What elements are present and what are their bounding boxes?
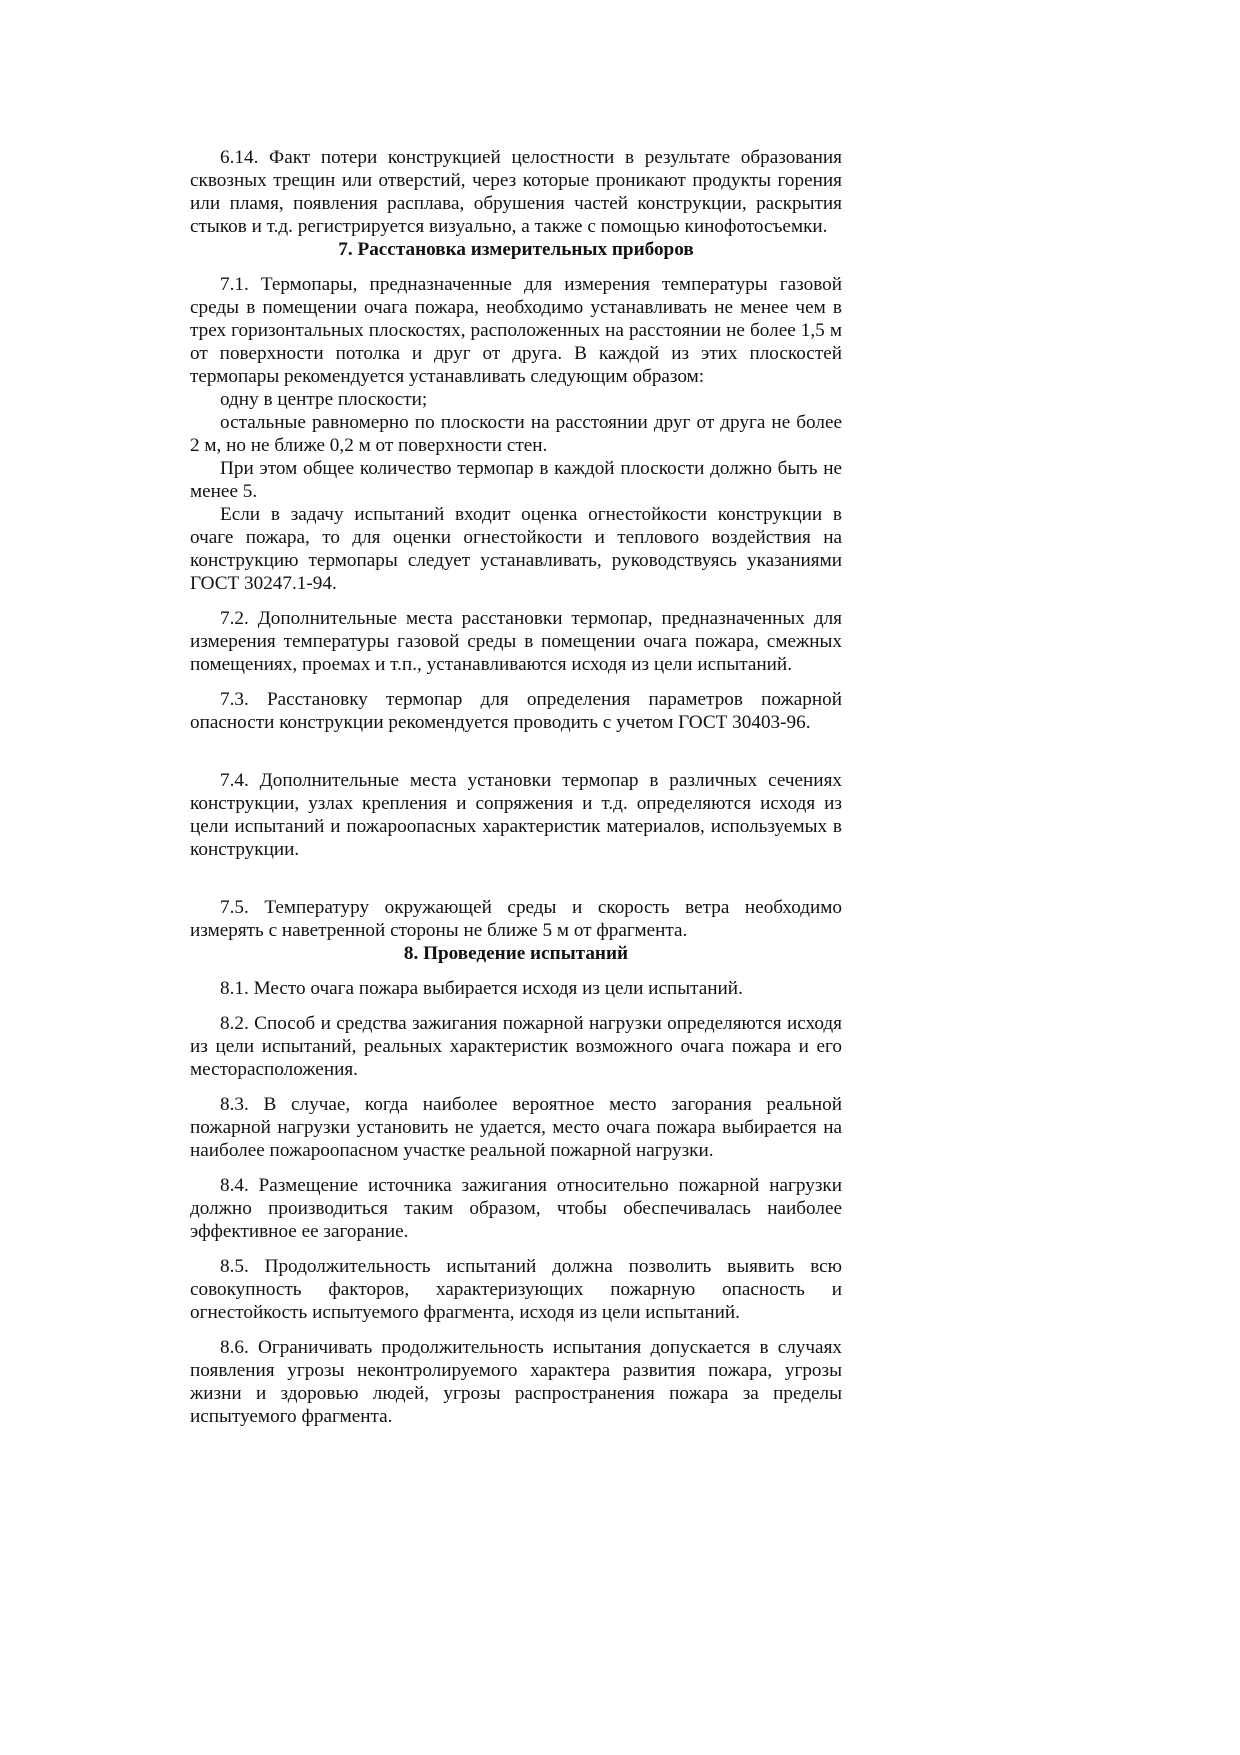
paragraph-7-1-item-rest: остальные равномерно по плоскости на расстоянии друг от друга не более 2 м, но не ближе 0,2 м от поверхности стен. (190, 412, 842, 456)
paragraph-8-4: 8.4. Размещение источника зажигания относительно пожарной нагрузки должно производиться таким образом, чтобы обеспечивалась наиболее эффективное ее загорание. (190, 1175, 842, 1242)
section-7-heading: 7. Расстановка измерительных приборов (338, 239, 694, 260)
paragraph-8-5: 8.5. Продолжительность испытаний должна позволить выявить всю совокупность факторов, характеризующих пожарную опасность и огнестойкость испытуемого фрагмента, исходя из цели испытаний. (190, 1256, 842, 1323)
paragraph-7-5: 7.5. Температуру окружающей среды и скорость ветра необходимо измерять с наветренной стороны не ближе 5 м от фрагмента. (190, 897, 842, 941)
paragraph-7-1-item-center: одну в центре плоскости; (220, 389, 428, 410)
paragraph-7-2: 7.2. Дополнительные места расстановки термопар, предназначенных для измерения температуры газовой среды в помещении очага пожара, смежных помещениях, проемах и т.п., устанавливаются исходя из цели испытаний. (190, 608, 842, 675)
paragraph-7-3: 7.3. Расстановку термопар для определения параметров пожарной опасности конструкции рекомендуется проводить с учетом ГОСТ 30403-96. (190, 689, 842, 733)
paragraph-7-1-count: При этом общее количество термопар в каждой плоскости должно быть не менее 5. (190, 458, 842, 502)
paragraph-7-1: 7.1. Термопары, предназначенные для измерения температуры газовой среды в помещении очага пожара, необходимо устанавливать не менее чем в трех горизонтальных плоскостях, расположенных на расстоянии не более 1,5 м от поверхности потолка и друг от друга. В каждой из этих плоскостей термопары рекомендуется устанавливать следующим образом: (190, 274, 842, 387)
paragraph-8-3: 8.3. В случае, когда наиболее вероятное место загорания реальной пожарной нагрузки установить не удается, место очага пожара выбирается на наиболее пожароопасном участке реальной пожарной нагрузки. (190, 1094, 842, 1161)
paragraph-7-1-fire-resistance: Если в задачу испытаний входит оценка огнестойкости конструкции в очаге пожара, то для оценки огнестойкости и теплового воздействия на конструкцию термопары следует устанавливать, руководствуясь указаниями ГОСТ 30247.1-94. (190, 504, 842, 594)
section-8-heading: 8. Проведение испытаний (403, 943, 629, 964)
paragraph-8-6: 8.6. Ограничивать продолжительность испытания допускается в случаях появления угрозы неконтролируемого характера развития пожара, угрозы жизни и здоровью людей, угрозы распространения пожара за пределы испытуемого фрагмента. (190, 1337, 842, 1427)
paragraph-8-1: 8.1. Место очага пожара выбирается исходя из цели испытаний. (220, 978, 743, 999)
document-page (190, 146, 842, 1428)
paragraph-6-14: 6.14. Факт потери конструкцией целостности в результате образования сквозных трещин или отверстий, через которые проникают продукты горения или пламя, появления расплава, обрушения частей конструкции, раскрытия стыков и т.д. регистрируется визуально, а также с помощью кинофотосъемки. (190, 147, 842, 237)
paragraph-7-4: 7.4. Дополнительные места установки термопар в различных сечениях конструкции, узлах крепления и сопряжения и т.д. определяются исходя из цели испытаний и пожароопасных характеристик материалов, используемых в конструкции. (190, 770, 842, 860)
paragraph-8-2: 8.2. Способ и средства зажигания пожарной нагрузки определяются исходя из цели испытаний, реальных характеристик возможного очага пожара и его месторасположения. (190, 1013, 842, 1080)
